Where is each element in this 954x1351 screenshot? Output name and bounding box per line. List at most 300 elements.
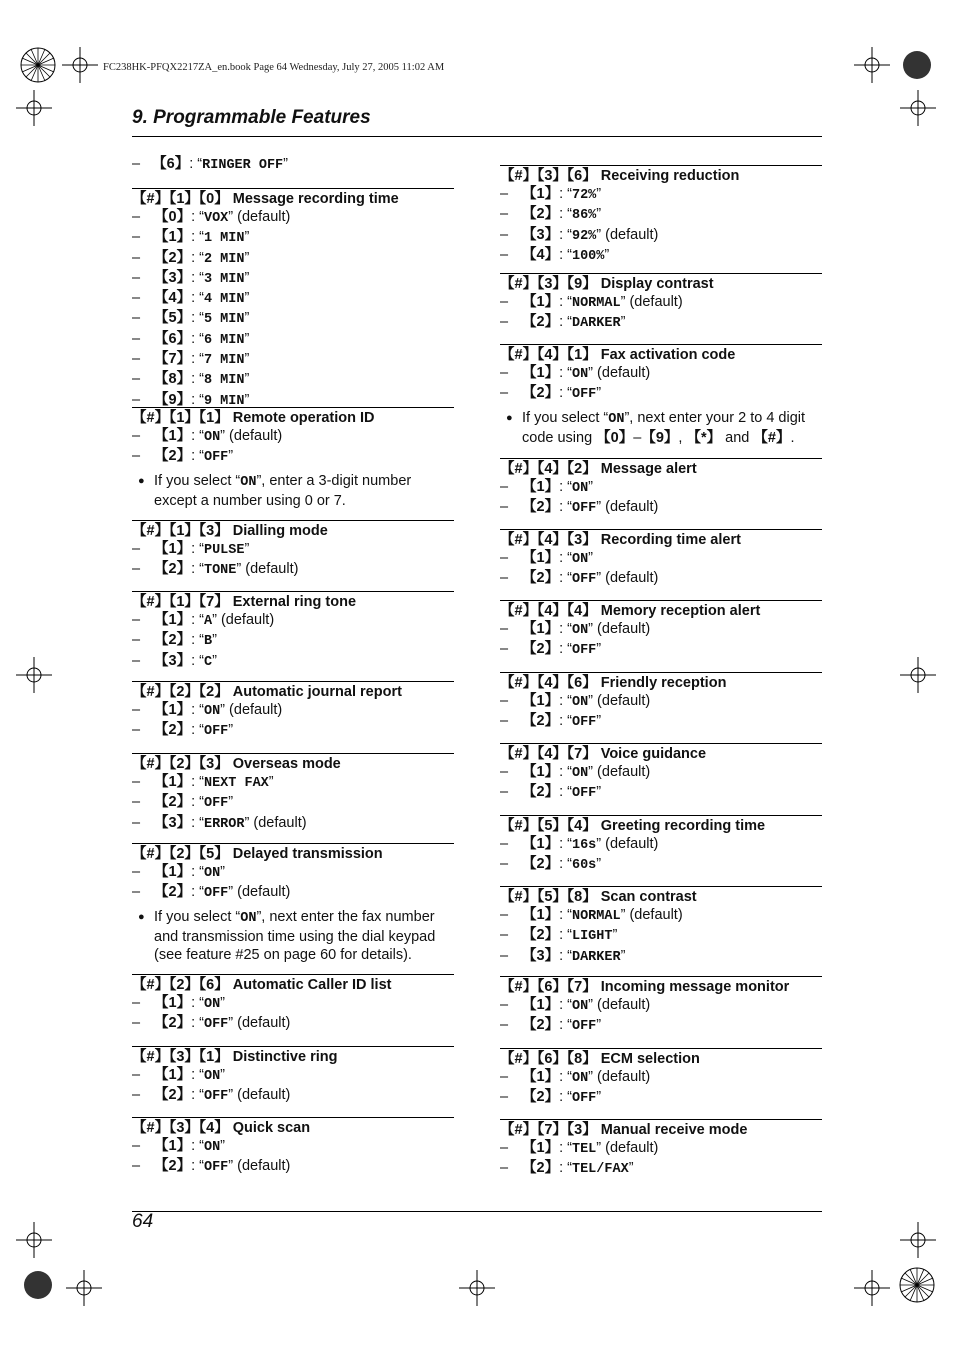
option-row: – 【2】: “OFF”	[500, 1017, 602, 1035]
default-label: (default)	[605, 570, 659, 587]
option-value: NEXT FAX	[203, 776, 269, 791]
option-row: – 【1】: “ON” (default)	[132, 702, 283, 719]
dash: –	[132, 156, 141, 172]
key-label: 【2】	[154, 722, 192, 739]
feature-name: Automatic Caller ID list	[232, 977, 392, 993]
dash: –	[500, 1069, 509, 1085]
feature-name: Memory reception alert	[600, 603, 761, 619]
option-row: – 【3】: “DARKER”	[500, 947, 626, 965]
option-value: ON	[203, 704, 221, 719]
option-row: – 【1】: “NORMAL” (default)	[500, 907, 683, 924]
key-label: 【1】	[522, 693, 560, 709]
dash: –	[500, 479, 509, 495]
option-value: OFF	[571, 572, 597, 588]
option-row: – 【2】: “OFF”	[132, 794, 234, 812]
option-value: LIGHT	[571, 929, 613, 945]
option-value: OFF	[571, 643, 597, 659]
option-row: – 【1】: “1 MIN”	[132, 229, 250, 247]
feature-title	[500, 674, 822, 692]
option-value: TONE	[203, 563, 237, 579]
dash: –	[500, 499, 509, 516]
dash: –	[132, 652, 141, 669]
key-label: 【9】	[641, 429, 679, 446]
feature-title	[132, 1119, 454, 1137]
feature-note: ● If you select “ON”, next enter your 2 to 4 digit code using 【0】–【9】, 【*】 and 【#】.	[506, 409, 806, 446]
feature-block	[500, 600, 822, 661]
option-value: OFF	[571, 786, 597, 802]
option-row: – 【2】: “B”	[132, 632, 217, 650]
dash: –	[132, 290, 141, 307]
feature-block	[500, 529, 822, 590]
bullet-icon: ●	[506, 411, 513, 424]
dash: –	[132, 330, 141, 347]
option-value: 16s	[571, 838, 597, 853]
key-label: 【2】	[154, 884, 192, 901]
option-value: OFF	[571, 501, 597, 517]
default-label: (default)	[597, 621, 651, 637]
feature-title	[132, 190, 454, 208]
option-row: – 【1】: “ON” (default)	[132, 428, 283, 445]
option-row: – 【6】: “6 MIN”	[132, 330, 250, 348]
feature-title	[500, 275, 822, 293]
key-label: 【3】	[154, 814, 192, 831]
feature-block	[500, 273, 822, 334]
dash: –	[132, 1087, 141, 1104]
key-label: 【6】	[154, 330, 192, 347]
feature-title	[500, 346, 822, 364]
key-label: 【2】	[154, 1015, 192, 1032]
feature-block	[132, 520, 454, 581]
option-row: – 【2】: “OFF” (default)	[132, 1158, 291, 1176]
feature-name: ECM selection	[600, 1051, 700, 1067]
key-label: 【2】	[522, 385, 560, 402]
option-row: – 【1】: “ON” (default)	[500, 764, 651, 781]
option-value: DARKER	[571, 316, 621, 332]
option-row: – 【2】: “OFF”	[500, 1089, 602, 1107]
feature-title	[132, 409, 454, 427]
feature-name: Greeting recording time	[600, 818, 766, 834]
key-label: 【4】	[154, 290, 192, 307]
dash: –	[132, 632, 141, 649]
option-row: – 【2】: “OFF”	[132, 722, 234, 740]
key-label: 【1】	[522, 997, 560, 1013]
option-value: OFF	[203, 1017, 229, 1033]
dash: –	[500, 927, 509, 944]
option-row: – 【3】: “3 MIN”	[132, 269, 250, 287]
dash: –	[132, 612, 141, 628]
option-value: 3 MIN	[203, 271, 245, 287]
default-label: (default)	[597, 997, 651, 1013]
key-label: 【1】	[522, 186, 560, 202]
dash: –	[132, 541, 141, 557]
key-label: 【2】	[154, 632, 192, 649]
key-label: 【9】	[154, 391, 192, 408]
feature-title	[500, 602, 822, 620]
feature-block	[500, 815, 822, 876]
dash: –	[132, 774, 141, 790]
feature-title	[132, 683, 454, 701]
option-value: 6 MIN	[203, 332, 245, 348]
option-row: – 【1】: “NEXT FAX”	[132, 774, 274, 791]
option-row: – 【1】: “ON” (default)	[500, 997, 651, 1014]
option-row: – 【2】: “OFF” (default)	[132, 1087, 291, 1105]
key-label: 【3】	[522, 947, 560, 964]
feature-code: 【#】【3】【1】	[132, 1049, 229, 1065]
option-value: 7 MIN	[203, 353, 245, 369]
key-label: 【2】	[522, 713, 560, 730]
default-label: (default)	[605, 836, 659, 852]
option-row: – 【1】: “72%”	[500, 186, 602, 203]
key-label: 【2】	[154, 249, 192, 266]
crosshair-icon	[14, 1220, 54, 1260]
option-value: 4 MIN	[203, 292, 245, 308]
key-label: 【5】	[154, 310, 192, 327]
feature-name: Overseas mode	[232, 756, 341, 772]
dash: –	[500, 907, 509, 923]
feature-code: 【#】【3】【6】	[500, 168, 597, 184]
key-label: 【1】	[154, 229, 192, 246]
feature-block	[500, 1119, 822, 1180]
key-label: 【2】	[522, 1017, 560, 1034]
key-label: 【2】	[522, 927, 560, 944]
crosshair-icon	[60, 45, 100, 85]
option-value: TEL	[571, 1142, 597, 1157]
feature-code: 【#】【2】【5】	[132, 846, 229, 862]
feature-code: 【#】【2】【6】	[132, 977, 229, 993]
key-label: 【1】	[522, 294, 560, 310]
feature-title	[132, 593, 454, 611]
feature-title	[500, 745, 822, 763]
key-label: 【2】	[154, 448, 192, 465]
feature-title	[132, 1048, 454, 1066]
feature-block	[132, 843, 454, 964]
option-value: ON	[571, 552, 589, 567]
feature-name: Quick scan	[232, 1120, 311, 1136]
key-label: 【1】	[154, 864, 192, 880]
option-value: OFF	[571, 715, 597, 731]
feature-block	[500, 672, 822, 733]
default-label: (default)	[605, 1140, 659, 1156]
key-label: 【0】	[596, 429, 634, 446]
option-value: ON	[571, 999, 589, 1014]
feature-code: 【#】【4】【2】	[500, 461, 597, 477]
feature-code: 【#】【3】【9】	[500, 276, 597, 292]
option-row: – 【1】: “ON” (default)	[500, 1069, 651, 1086]
option-row: – 【2】: “DARKER”	[500, 314, 626, 332]
key-label: 【2】	[522, 784, 560, 801]
option-value: 5 MIN	[203, 312, 245, 328]
option-value: OFF	[571, 1091, 597, 1107]
option-row: – 【2】: “OFF”	[500, 385, 602, 403]
default-label: (default)	[629, 907, 683, 923]
key-label: 【1】	[522, 479, 560, 495]
feature-block	[500, 886, 822, 967]
dash: –	[500, 764, 509, 780]
key-label: 【2】	[522, 314, 560, 331]
feature-title	[500, 888, 822, 906]
default-label: (default)	[237, 884, 291, 901]
default-label: (default)	[245, 561, 299, 578]
option-row: – 【2】: “LIGHT”	[500, 927, 618, 945]
feature-block	[500, 458, 822, 519]
option-value: ON	[571, 367, 589, 382]
dash: –	[500, 997, 509, 1013]
option-row: – 【7】: “7 MIN”	[132, 351, 250, 369]
default-label: (default)	[253, 814, 307, 831]
dash: –	[500, 836, 509, 852]
feature-title	[132, 522, 454, 540]
feature-name: Receiving reduction	[600, 168, 740, 184]
dash: –	[500, 570, 509, 587]
option-row: – 【1】: “ON” (default)	[500, 621, 651, 638]
feature-name: Manual receive mode	[600, 1122, 748, 1138]
dash: –	[500, 186, 509, 202]
key-label: 【1】	[154, 702, 192, 718]
option-row: – 【2】: “OFF”	[132, 448, 234, 466]
key-label: 【7】	[154, 351, 192, 368]
crosshair-icon	[14, 88, 54, 128]
dash: –	[500, 1089, 509, 1106]
option-row: – 【1】: “ON”	[500, 479, 594, 496]
dash: –	[132, 884, 141, 901]
key-label: 【1】	[522, 907, 560, 923]
feature-block	[500, 165, 822, 266]
registration-rosette-icon	[897, 1265, 937, 1305]
feature-name: Automatic journal report	[232, 684, 402, 700]
registration-rosette-icon	[18, 45, 58, 85]
option-row: – 【1】: “ON”	[500, 550, 594, 567]
feature-code: 【#】【5】【4】	[500, 818, 597, 834]
crosshair-icon	[457, 1268, 497, 1308]
crosshair-icon	[852, 45, 892, 85]
feature-code: 【#】【1】【3】	[132, 523, 229, 539]
option-value: 1 MIN	[203, 231, 245, 247]
feature-block	[500, 743, 822, 804]
dash: –	[132, 269, 141, 286]
key-label: 【1】	[154, 1067, 192, 1083]
feature-code: 【#】【3】【4】	[132, 1120, 229, 1136]
option-row: – 【5】: “5 MIN”	[132, 310, 250, 328]
option-value: ON	[203, 1140, 221, 1155]
key-label: 【2】	[154, 1087, 192, 1104]
option-value: 72%	[571, 188, 597, 203]
dash: –	[500, 693, 509, 709]
feature-block	[132, 974, 454, 1035]
option-row: – 【3】: “C”	[132, 652, 217, 670]
dash: –	[500, 365, 509, 381]
dash: –	[132, 310, 141, 327]
header-rule	[132, 136, 822, 137]
dash: –	[500, 713, 509, 730]
key-label: 【1】	[154, 541, 192, 557]
dash: –	[132, 722, 141, 739]
feature-title	[500, 1121, 822, 1139]
feature-code: 【#】【6】【7】	[500, 979, 597, 995]
dash: –	[500, 246, 509, 263]
option-row: – 【2】: “TEL/FAX”	[500, 1160, 634, 1178]
option-value: RINGER OFF	[202, 158, 284, 173]
default-label: (default)	[605, 226, 659, 243]
key-label: 【2】	[522, 1160, 560, 1177]
key-label: 【2】	[522, 641, 560, 658]
option-value: OFF	[203, 796, 229, 812]
dash: –	[500, 856, 509, 873]
dash: –	[500, 1017, 509, 1034]
dash: –	[500, 294, 509, 310]
feature-name: Incoming message monitor	[600, 979, 790, 995]
crosshair-icon	[14, 655, 54, 695]
key-label: 【1】	[522, 1140, 560, 1156]
option-value: C	[203, 654, 213, 670]
feature-title	[132, 845, 454, 863]
key-label: 【3】	[154, 652, 192, 669]
dash: –	[132, 1015, 141, 1032]
default-label: (default)	[597, 365, 651, 381]
feature-block	[500, 344, 822, 447]
feature-code: 【#】【4】【7】	[500, 746, 597, 762]
crosshair-icon	[898, 1220, 938, 1260]
option-value: OFF	[571, 387, 597, 403]
key-label: 【1】	[522, 764, 560, 780]
feature-code: 【#】【1】【7】	[132, 594, 229, 610]
option-value: NORMAL	[571, 296, 621, 311]
feature-code: 【#】【5】【8】	[500, 889, 597, 905]
option-value: ON	[203, 866, 221, 881]
option-value: 60s	[571, 858, 597, 874]
feature-title	[500, 1050, 822, 1068]
dash: –	[500, 550, 509, 566]
option-row: – 【1】: “A” (default)	[132, 612, 275, 629]
dash: –	[500, 621, 509, 637]
feature-name: Display contrast	[600, 276, 714, 292]
bullet-icon: ●	[138, 474, 145, 487]
key-label: 【1】	[522, 836, 560, 852]
option-row: – 【2】: “TONE” (default)	[132, 561, 299, 579]
dash: –	[132, 448, 141, 465]
dash: –	[132, 995, 141, 1011]
feature-title	[500, 531, 822, 549]
key-label: 【1】	[154, 612, 192, 628]
key-label: 【1】	[522, 550, 560, 566]
default-label: (default)	[237, 1087, 291, 1104]
default-label: (default)	[597, 764, 651, 780]
key-label: 【1】	[154, 774, 192, 790]
option-row: – 【3】: “ERROR” (default)	[132, 814, 307, 832]
dash: –	[500, 784, 509, 801]
feature-note: ● If you select “ON”, enter a 3-digit number except a number using 0 or 7.	[138, 472, 412, 509]
default-label: (default)	[237, 1158, 291, 1175]
key-label: 【0】	[154, 209, 192, 225]
option-value: ON	[240, 910, 257, 926]
registration-dot-icon	[18, 1265, 58, 1305]
option-value: ON	[203, 997, 221, 1012]
crosshair-icon	[852, 1268, 892, 1308]
top-item: – 【6】: “RINGER OFF”	[132, 156, 288, 173]
feature-name: Fax activation code	[600, 347, 736, 363]
key-label: 【1】	[154, 995, 192, 1011]
key-label: 【1】	[154, 1138, 192, 1154]
default-label: (default)	[237, 209, 291, 225]
key-label: 【#】	[753, 429, 791, 446]
option-value: 92%	[571, 228, 597, 244]
key-label: 【2】	[522, 570, 560, 587]
option-value: 8 MIN	[203, 373, 245, 389]
key-label: 【4】	[522, 246, 560, 263]
feature-block	[132, 681, 454, 742]
key-label: 【2】	[522, 856, 560, 873]
key-label: 【3】	[154, 269, 192, 286]
feature-title	[500, 460, 822, 478]
dash: –	[132, 351, 141, 368]
key-label: 【1】	[522, 621, 560, 637]
key-label: 【1】	[522, 1069, 560, 1085]
feature-block	[132, 753, 454, 834]
option-value: ON	[571, 766, 589, 781]
dash: –	[132, 428, 141, 444]
feature-block	[132, 1046, 454, 1107]
option-value: ON	[571, 1071, 589, 1086]
feature-code: 【#】【7】【3】	[500, 1122, 597, 1138]
option-row: – 【4】: “100%”	[500, 246, 610, 264]
default-label: (default)	[229, 702, 283, 718]
option-row: – 【1】: “ON” (default)	[500, 693, 651, 710]
key-label: 【2】	[154, 561, 192, 578]
default-label: (default)	[597, 693, 651, 709]
option-row: – 【2】: “OFF” (default)	[132, 884, 291, 902]
option-value: OFF	[203, 724, 229, 740]
feature-title	[500, 978, 822, 996]
option-row: – 【9】: “9 MIN”	[132, 391, 250, 409]
option-row: – 【2】: “OFF” (default)	[132, 1015, 291, 1033]
option-value: ERROR	[203, 816, 245, 832]
default-label: (default)	[597, 1069, 651, 1085]
option-value: OFF	[571, 1019, 597, 1035]
feature-title	[132, 755, 454, 773]
option-value: ON	[203, 430, 221, 445]
option-value: DARKER	[571, 949, 621, 965]
feature-name: Remote operation ID	[232, 410, 375, 426]
feature-name: Recording time alert	[600, 532, 741, 548]
dash: –	[132, 1138, 141, 1154]
dash: –	[132, 702, 141, 718]
option-row: – 【1】: “ON” (default)	[500, 365, 651, 382]
dash: –	[500, 206, 509, 223]
option-value: B	[203, 634, 213, 650]
key-label: 【6】	[152, 156, 190, 172]
default-label: (default)	[229, 428, 283, 444]
feature-code: 【#】【6】【8】	[500, 1051, 597, 1067]
dash: –	[500, 226, 509, 243]
feature-name: Delayed transmission	[232, 846, 383, 862]
option-value: PULSE	[203, 543, 245, 558]
option-value: NORMAL	[571, 909, 621, 924]
option-value: VOX	[203, 211, 229, 226]
option-row: – 【2】: “2 MIN”	[132, 249, 250, 267]
key-label: 【1】	[522, 365, 560, 381]
option-value: OFF	[203, 886, 229, 902]
dash: –	[132, 794, 141, 811]
option-row: – 【1】: “16s” (default)	[500, 836, 659, 853]
feature-name: Voice guidance	[600, 746, 707, 762]
feature-code: 【#】【4】【4】	[500, 603, 597, 619]
default-label: (default)	[629, 294, 683, 310]
crosshair-icon	[898, 655, 938, 695]
feature-block	[132, 188, 454, 411]
feature-name: Distinctive ring	[232, 1049, 338, 1065]
option-value: ON	[571, 623, 589, 638]
option-row: – 【2】: “OFF”	[500, 713, 602, 731]
feature-code: 【#】【2】【3】	[132, 756, 229, 772]
